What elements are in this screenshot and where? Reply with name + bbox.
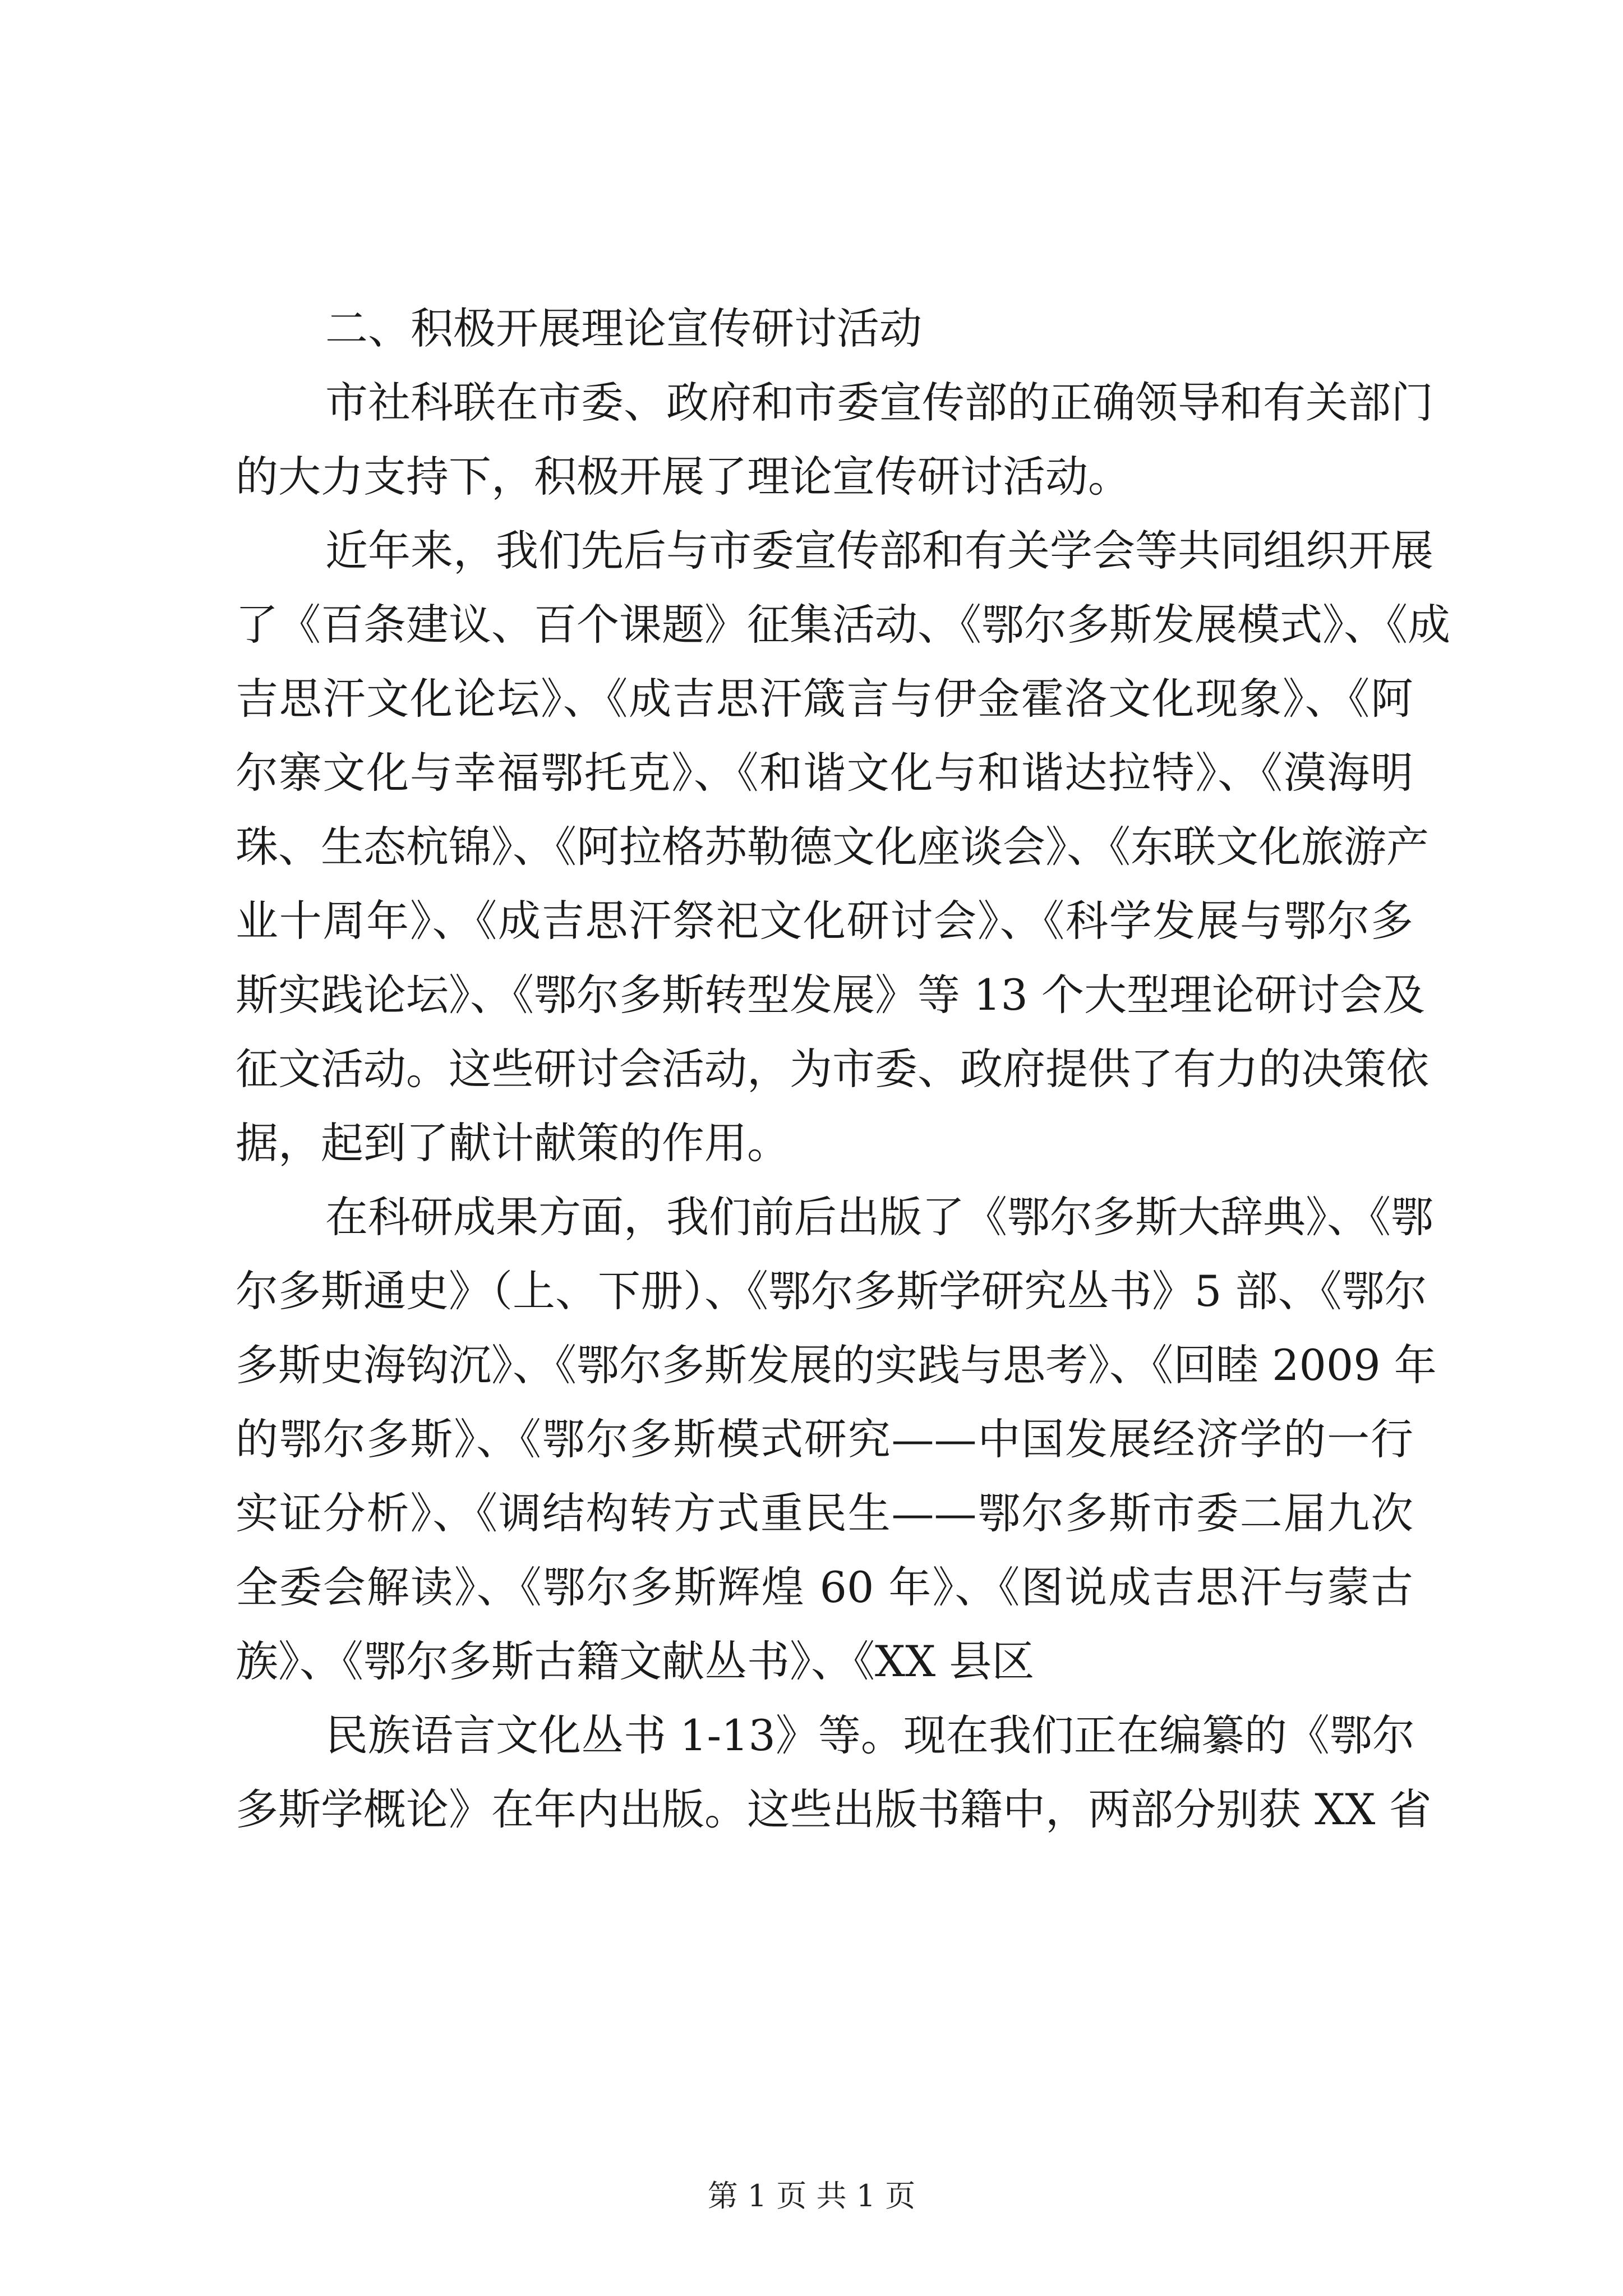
- text-line: 尔多斯通史》（上、下册）、《鄂尔多斯学研究丛书》5 部、《鄂尔: [236, 1266, 1427, 1316]
- text-line: 的大力支持下，积极开展了理论宣传研讨活动。: [236, 452, 1131, 501]
- text-line: 实证分析》、《调结构转方式重民生——鄂尔多斯市委二届九次: [236, 1488, 1413, 1538]
- text-line: 市社科联在市委、政府和市委宣传部的正确领导和有关部门: [325, 378, 1433, 427]
- text-line: 多斯学概论》在年内出版。这些出版书籍中，两部分别获 XX 省: [236, 1784, 1432, 1834]
- document-body: [236, 292, 1450, 1847]
- text-line: 据，起到了献计献策的作用。: [236, 1118, 790, 1168]
- text-line: 吉思汗文化论坛》、《成吉思汗箴言与伊金霍洛文化现象》、《阿: [236, 674, 1413, 724]
- text-line: 征文活动。这些研讨会活动，为市委、政府提供了有力的决策依: [236, 1044, 1429, 1094]
- page-number-label: 第 1 页 共 1 页: [707, 2178, 916, 2214]
- section-heading: 二、积极开展理论宣传研讨活动: [325, 303, 922, 353]
- text-line: 多斯史海钩沉》、《鄂尔多斯发展的实践与思考》、《回睦 2009 年: [236, 1340, 1437, 1390]
- text-line: 近年来，我们先后与市委宣传部和有关学会等共同组织开展: [325, 526, 1433, 576]
- text-line: 在科研成果方面，我们前后出版了《鄂尔多斯大辞典》、《鄂: [325, 1192, 1433, 1242]
- text-line: 了《百条建议、百个课题》征集活动、《鄂尔多斯发展模式》、《成: [236, 600, 1450, 650]
- text-line: 珠、生态杭锦》、《阿拉格苏勒德文化座谈会》、《东联文化旅游产: [236, 822, 1429, 872]
- text-line: 的鄂尔多斯》、《鄂尔多斯模式研究——中国发展经济学的一行: [236, 1414, 1413, 1464]
- text-line: 业十周年》、《成吉思汗祭祀文化研讨会》、《科学发展与鄂尔多: [236, 896, 1413, 946]
- text-line: 尔寨文化与幸福鄂托克》、《和谐文化与和谐达拉特》、《漠海明: [236, 748, 1413, 798]
- text-line: 民族语言文化丛书 1-13》等。现在我们正在编纂的《鄂尔: [325, 1710, 1415, 1760]
- text-line: 族》、《鄂尔多斯古籍文献丛书》、《XX 县区: [236, 1636, 1035, 1686]
- text-line: 斯实践论坛》、《鄂尔多斯转型发展》等 13 个大型理论研讨会及: [236, 970, 1426, 1020]
- text-line: 全委会解读》、《鄂尔多斯辉煌 60 年》、《图说成吉思汗与蒙古: [236, 1562, 1413, 1612]
- page-footer: [0, 2177, 1623, 2216]
